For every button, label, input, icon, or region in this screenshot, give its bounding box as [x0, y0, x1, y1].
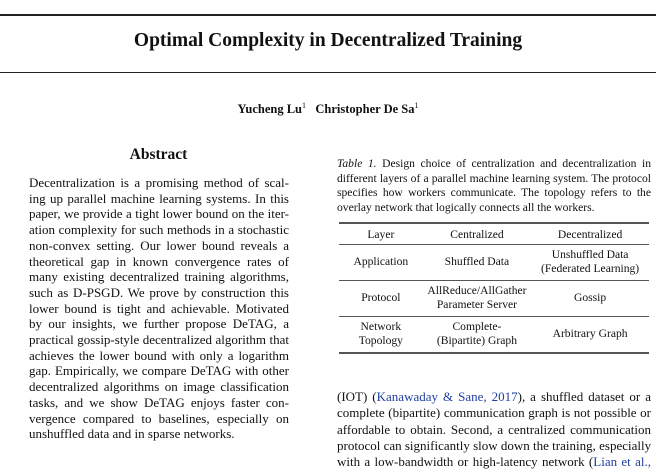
cell-line: Network [360, 320, 402, 333]
abstract-line: practical gossip-style decentralized algorithm that [29, 332, 289, 348]
cell-line: Topology [358, 334, 403, 347]
citation-link[interactable]: Lian et al., [593, 454, 651, 469]
citation-link[interactable]: Kanawaday & Sane, 2017 [376, 389, 518, 404]
abstract-line: unshuffled data and in sparse networks. [29, 426, 235, 442]
cell-line: Application [353, 255, 409, 268]
table-cell [339, 281, 423, 317]
paper-title: Optimal Complexity in Decentralized Training [133, 30, 523, 51]
cell-line: Complete- [452, 320, 502, 333]
abstract-line: decentralized algorithms on image classification [29, 379, 289, 395]
cell-line: AllReduce/AllGather [427, 284, 527, 297]
table-cell [531, 245, 649, 281]
abstract-line: lower bound is tight and achievable. Motivated [29, 300, 289, 316]
abstract-line: theoretical gap in known convergence rates of [29, 253, 289, 269]
header-centralized: Centralized [423, 223, 532, 245]
cell-line: (Bipartite) Graph [436, 334, 518, 347]
cell-line: Arbitrary Graph [552, 327, 628, 340]
body-line: with a low-bandwidth or high-latency network (Lian et al., [337, 454, 651, 469]
cell-line: (Federated Learning) [541, 262, 640, 275]
author-affil: 1 [414, 101, 419, 110]
table-cell [339, 245, 423, 281]
cell-line: Shuffled Data [444, 255, 510, 268]
cell-line: Unshuffled Data [551, 248, 629, 261]
caption-line: overlay network that logically connects all the workers. [337, 200, 595, 214]
table-row [339, 245, 649, 281]
abstract-line: non-convex setting. Our lower bound reveals a [29, 237, 289, 253]
body-line: complete (bipartite) communication graph is not possible or [337, 405, 651, 421]
abstract-line: by our insights, we further propose DeTAG, a [29, 316, 289, 332]
abstract-line: achieves the lower bound with only a logarithm [29, 347, 289, 363]
header-decentralized: Decentralized [531, 223, 649, 245]
cell-line: Parameter Server [436, 298, 518, 311]
authors [0, 101, 656, 117]
abstract-line: ing up parallel machine learning systems. In this [29, 190, 289, 206]
design-choice-table [339, 222, 649, 354]
caption-line: specifies how workers communicate. The topology refers to the [337, 186, 651, 200]
caption-line: Design choice of centralization and decentralization in [376, 157, 651, 170]
abstract-line: paper, we provide a tight lower bound on the iter- [29, 206, 289, 222]
abstract-line: tasks, and we show DeTAG enjoys faster con- [29, 394, 289, 410]
abstract-line: Decentralization is a promising method of scal- [29, 175, 289, 190]
table-cell [423, 281, 532, 317]
author-name: Christopher De Sa [315, 102, 415, 117]
table-caption [337, 157, 651, 215]
cell-line: Gossip [573, 291, 607, 304]
caption-label: Table 1. [337, 157, 377, 170]
table-cell [531, 281, 649, 317]
author-name: Yucheng Lu [237, 102, 303, 117]
table-cell [423, 245, 532, 281]
table-cell [339, 317, 423, 354]
body-line: protocol can significantly slow down the training, especially [337, 437, 652, 453]
caption-line: different layers of a parallel machine learning system. The protocol [337, 171, 651, 185]
abstract-line: many existing decentralized training algorithms, [29, 269, 289, 285]
top-rule [0, 14, 656, 16]
table-cell [531, 317, 649, 354]
abstract-heading: Abstract [129, 146, 188, 163]
abstract-body [29, 175, 289, 442]
author-affil: 1 [302, 101, 307, 110]
body-line: (IOT) (Kanawaday & Sane, 2017), a shuffled dataset or a [337, 389, 651, 404]
abstract-line: gap. Empirically, we compare DeTAG with other [29, 363, 289, 379]
abstract-line: ation complexity for such methods in a stochastic [29, 222, 289, 238]
body-line: affordable to obtain. Second, a centralized communication [337, 421, 651, 437]
table-row [339, 317, 649, 354]
abstract-line: vergence compared to baselines, especially on [29, 410, 289, 426]
abstract-line: such as D-PSGD. We prove by construction this [29, 284, 289, 300]
body-text [337, 389, 651, 469]
table-row [339, 281, 649, 317]
table-cell [423, 317, 532, 354]
title-rule [0, 72, 656, 73]
cell-line: Protocol [361, 291, 401, 304]
header-layer: Layer [339, 223, 423, 245]
